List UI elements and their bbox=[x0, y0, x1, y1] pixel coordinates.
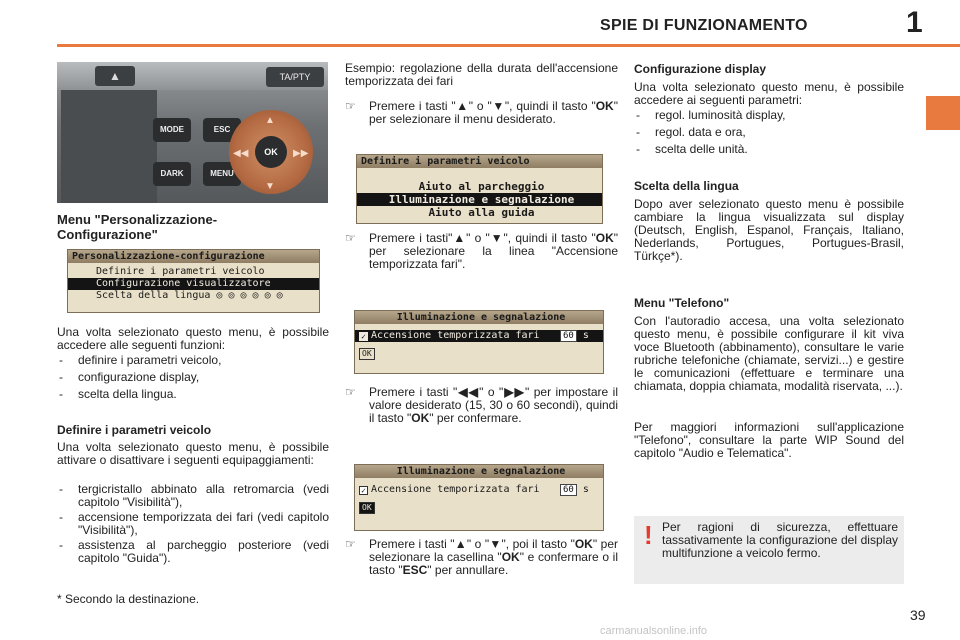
phone-info-text: Per maggiori informazioni sull'applicazione "Telefono", consultare la parte WIP Sound del capitolo "Audio e Telematica". bbox=[634, 420, 904, 460]
step-1: ☞ Premere i tasti "▲" o "▼", quindi il tasto "OK" per selezionare il menu desiderato. bbox=[345, 99, 618, 126]
list-item: - assistenza al parcheggio posteriore (vedi capitolo "Guida"). bbox=[57, 539, 329, 565]
screen-title: Illuminazione e segnalazione bbox=[355, 311, 603, 324]
down-arrow-icon: ▼ bbox=[491, 99, 505, 113]
step-2: ☞ Premere i tasti"▲" o "▼", quindi il tasto "OK" per selezionare la linea "Accensione temporizzata fari". bbox=[345, 231, 618, 271]
chapter-tab bbox=[926, 96, 960, 130]
step-3: ☞ Premere i tasti "◀◀" o "▶▶" per impostare il valore desiderato (15, 30 o 60 secondi), quindi il tasto "OK" per confermare. bbox=[345, 385, 618, 425]
phone-text: Con l'autoradio accesa, una volta selezionato questo menu, è possibile configurare il kit viva voce Bluetooth (abbinamento), consultare le varie rubriche telefoniche (chiamate, servizi...) e gestire le comunicazioni (effettuare e terminare una chiamata, doppia chiamata, modalità riservata, ...). bbox=[634, 314, 904, 393]
ok-button: OK bbox=[255, 136, 287, 168]
dark-button: DARK bbox=[153, 162, 191, 186]
list-item: - regol. data e ora, bbox=[634, 126, 904, 139]
esc-button: ESC bbox=[203, 118, 241, 142]
screen-row-selected: Configurazione visualizzatore bbox=[68, 278, 319, 290]
screen-row: Definire i parametri veicolo bbox=[96, 266, 265, 277]
definire-heading: Definire i parametri veicolo bbox=[57, 423, 212, 437]
screen-title: Definire i parametri veicolo bbox=[357, 155, 602, 168]
screen-row: Aiuto alla guida bbox=[428, 206, 535, 219]
screen-ok-button-selected: OK bbox=[359, 502, 375, 514]
screen-row: Scelta della lingua ◎ ◎ ◎ ◎ ◎ ◎ bbox=[96, 290, 283, 301]
up-arrow-icon: ▲ bbox=[265, 115, 275, 126]
warning-icon: ! bbox=[644, 520, 653, 550]
timer-value: 60 bbox=[560, 330, 577, 342]
screen-row-selected: Illuminazione e segnalazione bbox=[357, 193, 602, 206]
mode-button: MODE bbox=[153, 118, 191, 142]
pointer-icon: ☞ bbox=[345, 99, 356, 113]
checkbox-icon: ✓ bbox=[359, 486, 368, 495]
screen-definire-parametri bbox=[356, 154, 603, 224]
functions-list bbox=[57, 354, 329, 401]
phone-heading: Menu "Telefono" bbox=[634, 296, 730, 310]
equipment-list bbox=[57, 483, 329, 565]
display-params-list bbox=[634, 109, 904, 156]
up-arrow-icon: ▲ bbox=[455, 99, 469, 113]
pointer-icon: ☞ bbox=[345, 231, 356, 245]
screen-row: Aiuto al parcheggio bbox=[418, 180, 545, 193]
rewind-icon: ◀◀ bbox=[233, 148, 249, 159]
list-item: - accensione temporizzata dei fari (vedi capitolo "Visibilità"), bbox=[57, 511, 329, 537]
screen-illuminazione-2 bbox=[354, 464, 604, 531]
display-text: Una volta selezionato questo menu, è possibile accedere ai seguenti parametri: bbox=[634, 80, 904, 107]
list-item: - definire i parametri veicolo, bbox=[57, 354, 329, 367]
screen-row-selected: ✓ Accensione temporizzata fari 60 s bbox=[355, 330, 603, 342]
intro-text: Una volta selezionato questo menu, è possibile accedere alle seguenti funzioni: bbox=[57, 325, 329, 352]
screen-title: Personalizzazione-configurazione bbox=[68, 250, 319, 263]
footnote: * Secondo la destinazione. bbox=[57, 592, 200, 606]
chapter-number: 1 bbox=[906, 6, 923, 39]
example-text: Esempio: regolazione della durata dell'accensione temporizzata dei fari bbox=[345, 61, 618, 88]
lang-heading: Scelta della lingua bbox=[634, 179, 739, 193]
screen-illuminazione-1 bbox=[354, 310, 604, 374]
list-item: - regol. luminosità display, bbox=[634, 109, 904, 122]
ta-pty-button: TA/PTY bbox=[266, 67, 324, 87]
header-rule bbox=[57, 44, 960, 47]
watermark: carmanualsonline.info bbox=[600, 625, 708, 637]
panel-left-block bbox=[61, 90, 157, 203]
forward-icon: ▶▶ bbox=[503, 385, 526, 399]
down-arrow-icon: ▼ bbox=[489, 231, 504, 245]
screen-row: ✓ Accensione temporizzata fari 60 s bbox=[355, 484, 603, 496]
timer-value: 60 bbox=[560, 484, 577, 496]
list-item: - configurazione display, bbox=[57, 371, 329, 384]
list-item: - scelta delle unità. bbox=[634, 143, 904, 156]
up-arrow-icon: ▲ bbox=[454, 537, 467, 551]
pointer-icon: ☞ bbox=[345, 385, 356, 399]
list-item: - scelta della lingua. bbox=[57, 388, 329, 401]
lang-text: Dopo aver selezionato questo menu è possibile cambiare la lingua visualizzata sul display (Deutsch, English, Espanol, Français, Italiano, Nederlands, Portugues, Portugues-Brasil, Türkçe*). bbox=[634, 197, 904, 263]
screen-personalizzazione bbox=[67, 249, 320, 313]
menu-personalizzazione-heading: Menu "Personalizzazione-Configurazione" bbox=[57, 212, 218, 242]
down-arrow-icon: ▼ bbox=[265, 181, 275, 192]
warning-text: Per ragioni di sicurezza, effettuare tassativamente la configurazione del display multifunzione a veicolo fermo. bbox=[662, 520, 898, 560]
checkbox-icon: ✓ bbox=[359, 332, 368, 341]
page-title: SPIE DI FUNZIONAMENTO bbox=[600, 17, 808, 34]
screen-ok-button: OK bbox=[359, 348, 375, 360]
list-item: - tergicristallo abbinato alla retromarcia (vedi capitolo "Visibilità"), bbox=[57, 483, 329, 509]
down-arrow-icon: ▼ bbox=[489, 537, 502, 551]
forward-icon: ▶▶ bbox=[293, 148, 309, 159]
definire-text: Una volta selezionato questo menu, è possibile attivare o disattivare i seguenti equipaggiamenti: bbox=[57, 440, 329, 467]
rewind-icon: ◀◀ bbox=[457, 385, 480, 399]
display-heading: Configurazione display bbox=[634, 62, 767, 76]
step-4: ☞ Premere i tasti "▲" o "▼", poi il tasto "OK" per selezionare la casellina "OK" e confermare o il tasto "ESC" per annullare. bbox=[345, 537, 619, 577]
pointer-icon: ☞ bbox=[345, 537, 356, 551]
safety-warning-box bbox=[634, 516, 904, 584]
screen-title: Illuminazione e segnalazione bbox=[355, 465, 603, 478]
page-number: 39 bbox=[910, 607, 926, 623]
dashboard-panel-photo bbox=[57, 62, 328, 203]
menu-button: MENU bbox=[203, 162, 241, 186]
up-arrow-icon: ▲ bbox=[452, 231, 467, 245]
eject-icon: ▲ bbox=[95, 66, 135, 86]
flag-icons: ◎ ◎ ◎ ◎ ◎ ◎ bbox=[216, 290, 283, 301]
